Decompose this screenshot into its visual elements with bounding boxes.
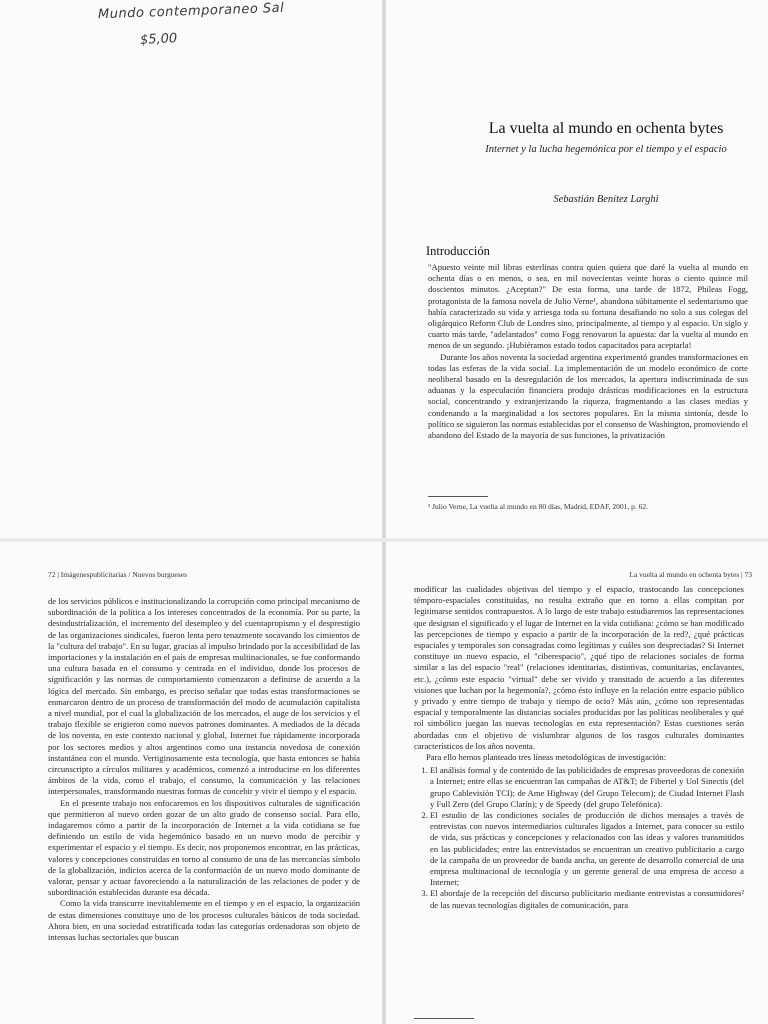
footnote-rule <box>428 496 488 497</box>
scan-separator <box>0 538 768 542</box>
handwritten-price: $5,00 <box>139 31 178 48</box>
section-heading: Introducción <box>426 244 490 258</box>
paragraph: Para ello hemos planteado tres líneas metodológicas de investigación: <box>426 752 667 763</box>
body-text <box>414 584 744 911</box>
paragraph: Durante los años noventa la sociedad argentina experimentó grandes transformaciones en todas las esferas de la vida social. La implementación de un modelo económico de corte neoliberal basado en la desregulación de los mercados, la apertura indiscriminada de sus aduanas y la especulación financiera produjo drásticas modificaciones en la estructura social, concentrando y extranjerizando la riqueza, fragmentando a las clases medias y condenando a la marginalidad a los sectores populares. En la misma sintonía, desde lo político se siguieron las normas establecidas por el consenso de Washington, promoviendo el abandono del Estado de la mayoría de sus funciones, la privatización <box>428 351 748 441</box>
paragraph: modificar las cualidades objetivas del tiempo y el espacio, trastocando las concepciones témporo-espaciales constituidas, no resulta extraño que en torno a ellas compitan por legitimarse sentidos contrapuestos. A lo largo de este trabajo estudiaremos las representaciones que designan el significado y el lugar de Internet en la vida cotidiana: ¿cómo se han modificado las percepciones de tiempo y espacio a partir de la incorporación de la red?, ¿qué prácticas espaciales y temporales son consagradas como legítimas y cuáles son despreciadas? Si Internet constituye un nuevo espacio, el "ciberespacio", ¿qué tipo de relaciones sociales de forma similar a las del espacio "real" (relaciones identitarias, distintivas, comunitarias, enclavantes, etc.), ¿cómo este espacio "virtual" debe ser vivido y transitado de acuerdo a las diferentes visiones que luchan por la hegemonía?, ¿cómo ésto influye en la relación entre espacio público y privado y entre tiempo de trabajo y tiempo de ocio? Más aún, ¿cómo son representadas espacial y temporalmente las distancias sociales producidas por las políticas neoliberales y qué rol simbólico juegan las nuevas tecnologías en esta representación? Estas cuestiones serán abordadas con el objetivo de vislumbrar algunos de los rasgos culturales dominantes característicos de los años noventa. <box>414 584 744 751</box>
handwritten-note: Mundo contemporaneo Sal <box>97 0 285 23</box>
list-item: 2. El estudio de las condiciones sociales de producción de dichos mensajes a través de entrevistas con nuevos intermediarios culturales ligados a Internet, para conocer su estilo de vida, sus prácticas y concepciones y relacionados con las ideas y valores transmitidos en las publicidades; entre las entrevistados se encuentran un creativo publicitario a cargo de la campaña de un proveedor de banda ancha, un gerente de desarrollo comercial de una empresa multinacional de tecnología y un gerente general de una empresa de acceso a Internet; <box>430 810 744 888</box>
chapter-subtitle: Internet y la lucha hegemónica por el tiempo y el espacio <box>485 144 727 155</box>
chapter-author: Sebastián Benítez Larghi <box>553 194 659 205</box>
paragraph: "Apuesto veinte mil libras esterlinas contra quien quiera que daré la vuelta al mundo en ochenta días o en menos, o sea, en mil novecientas veinte horas o ciento quince mil doscientos minutos. ¿Aceptan?" De esta forma, una tarde de 1872, Phileas Fogg, protagonista de la famosa novela de Julio Verne¹, abandona súbitamente el sedentarismo que había caracterizado su vida y arriesga toda su fortuna desafiando no solo a sus colegas del oligárquico Reform Club de Londres sino, principalmente, al tiempo y al espacio. Un siglo y cuarto más tarde, "adelantados" como Fogg renovaron la apuesta: dar la vuelta al mundo en menos de un segundo. ¡Hubiéramos estado todos capacitados para aceptarla! <box>428 262 748 351</box>
footnote-rule <box>414 1018 474 1019</box>
chapter-title: La vuelta al mundo en ochenta bytes <box>488 120 724 137</box>
body-text <box>428 262 748 441</box>
book-gutter <box>382 0 386 1024</box>
paragraph: Como la vida transcurre inevitablemente en el tiempo y en el espacio, la organización de estas dimensiones constituye uno de los procesos culturales básicos de toda sociedad. Ahora bien, en una sociedad estratificada todas las categorías ordenadoras son objeto de intensas luchas sectoriales que buscan <box>48 898 360 943</box>
list-item: 1. El análisis formal y de contenido de las publicidades de empresas proveedoras de conexión a Internet; entre ellas se encuentran las campañas de AT&T; de Fibertel y Uol Sinectis (del grupo Cablevisión TCI); de Ame Highway (del Grupo Telecom); de Ciudad Internet Flash y Full Zero (del Grupo Clarín); y de Speedy (del grupo Telefónica). <box>430 765 744 810</box>
methodology-list <box>414 765 744 911</box>
list-item: 3. El abordaje de la recepción del discurso publicitario mediante entrevistas a consumidores² de las nuevas tecnologías digitales de comunicación, para <box>430 888 744 910</box>
running-head: 72 | Imágenespublicitarias / Nuevos burgueses <box>48 570 188 579</box>
paragraph: de los servicios públicos e institucionalizando la corrupción como principal mecanismo de subordinación de la política a los intereses concentrados de la economía. Por su parte, la desindustrialización, el incremento del desempleo y del cuentapropismo y el desprestigio de las organizaciones sindicales, fueron lenta pero tenazmente socavando los cimientos de la "cultura del trabajo". En su lugar, gracias al impulso brindado por la accesibilidad de las importaciones y la instalación en el país de empresas multinacionales, se fue conformando una cultura basada en el consumo y centrada en el individuo, donde los procesos de significación y las normas de comportamiento comenzaron a definirse de acuerdo a la lógica del mercado. Sin embargo, es preciso señalar que todas estas transformaciones se enmarcaron dentro de un proceso de transformación del modo de acumulación capitalista a nivel mundial, por el cual la globalización de los mercados, el auge de los servicios y el trabajo flexible se erigieron como nuevos patrones dominantes. A mediados de la década de los noventa, en este contexto nacional y global, Internet fue rápidamente incorporada por los sectores medios y altos argentinos como una instancia novedosa de conexión instantánea con el mundo. Vertiginosamente esta tecnología, que hasta entonces se había circunscripto a círculos militares y académicos, comenzó a introducirse en los diferentes ámbitos de la vida, como el trabajo, el consumo, la comunicación y las relaciones interpersonales, transformando nuestras formas de concebir y vivir el tiempo y el espacio. <box>48 596 360 797</box>
page-chapter-opening <box>384 0 768 540</box>
running-head: La vuelta al mundo en ochenta bytes | 73 <box>629 570 752 579</box>
paragraph: En el presente trabajo nos enfocaremos en los dispositivos culturales de significación que permitieron al nuevo orden gozar de un alto grado de consenso social. Para ello, indagaremos cómo a partir de la incorporación de Internet a la vida cotidiana se fue definiendo un estilo de vida hegemónico basado en un nuevo modo de percibir y experimentar el espacio y el tiempo. Es decir, nos proponemos encontrar, en las prácticas, valores y concepciones construidas en torno al consumo de una de las mercancías símbolo de la globalización, indicios acerca de la conformación de un nuevo modo dominante de valorar, pensar y actuar favoreciendo a la naturalización de las relaciones de poder y de subordinación establecidas durante esa década. <box>48 797 360 898</box>
page-72 <box>0 540 384 1024</box>
footnote: ¹ Julio Verne, La vuelta al mundo en 80 días, Madrid, EDAF, 2001, p. 62. <box>428 502 649 511</box>
page-73 <box>384 540 768 1024</box>
page-inside-cover <box>0 0 384 540</box>
body-text <box>48 596 360 943</box>
